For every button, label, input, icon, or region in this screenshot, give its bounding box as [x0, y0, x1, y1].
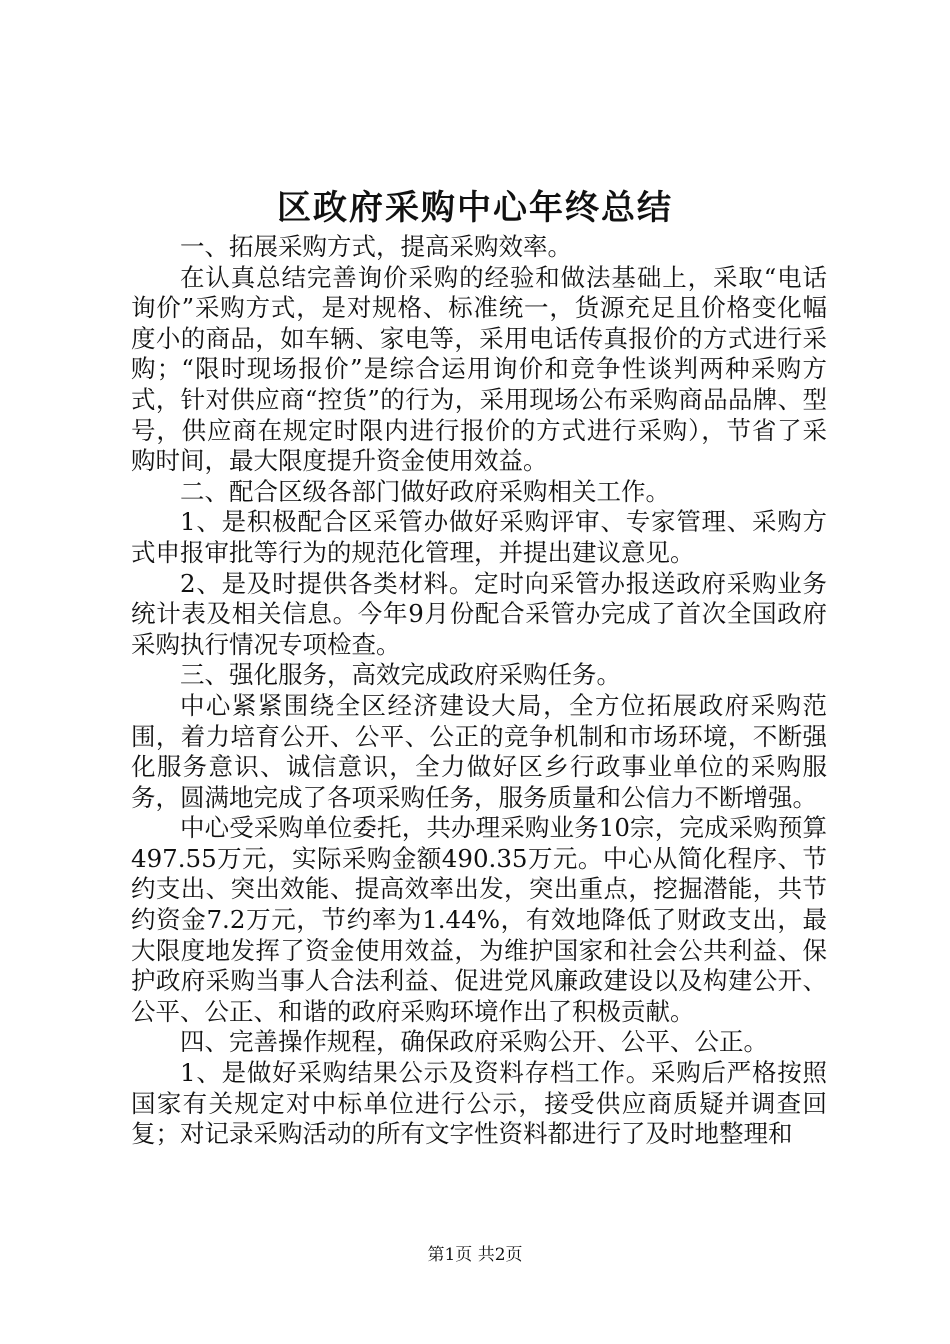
section-heading-3: 三、强化服务，高效完成政府采购任务。	[180, 660, 621, 690]
paragraph: 2、是及时提供各类材料。定时向采管办报送政府采购业务统计表及相关信息。今年9月份配合采管办完成了首次全国政府采购执行情况专项检查。	[131, 568, 827, 659]
page-footer: 第1页 共2页	[427, 1245, 523, 1265]
document-body	[131, 232, 827, 1150]
paragraph: 在认真总结完善询价采购的经验和做法基础上，采取“电话询价”采购方式，是对规格、标准统一，货源充足且价格变化幅度小的商品，如车辆、家电等，采用电话传真报价的方式进行采购；“限时现场报价”是综合运用询价和竞争性谈判两种采购方式，针对供应商“控货”的行为，采用现场公布采购商品品牌、型号，供应商在规定时限内进行报价的方式进行采购），节省了采购时间，最大限度提升资金使用效益。	[131, 262, 827, 476]
document-title: 区政府采购中心年终总结	[277, 188, 673, 228]
paragraph: 中心紧紧围绕全区经济建设大局，全方位拓展政府采购范围，着力培育公开、公平、公正的竞争机制和市场环境，不断强化服务意识、诚信意识，全力做好区乡行政事业单位的采购服务，圆满地完成了各项采购任务，服务质量和公信力不断增强。	[131, 690, 827, 812]
paragraph: 中心受采购单位委托，共办理采购业务10宗，完成采购预算497.55万元，实际采购金额490.35万元。中心从简化程序、节约支出、突出效能、提高效率出发，突出重点，挖掘潜能，共节约资金7.2万元，节约率为1.44%，有效地降低了财政支出，最大限度地发挥了资金使用效益，为维护国家和社会公共利益、保护政府采购当事人合法利益、促进党风廉政建设以及构建公开、公平、公正、和谐的政府采购环境作出了积极贡献。	[131, 813, 827, 1026]
paragraph: 1、是做好采购结果公示及资料存档工作。采购后严格按照国家有关规定对中标单位进行公示，接受供应商质疑并调查回复；对记录采购活动的所有文字性资料都进行了及时地整理和	[131, 1058, 827, 1149]
section-heading-2: 二、配合区级各部门做好政府采购相关工作。	[180, 476, 670, 506]
section-heading-1: 一、拓展采购方式，提高采购效率。	[180, 232, 572, 261]
paragraph: 1、是积极配合区采管办做好采购评审、专家管理、采购方式申报审批等行为的规范化管理，并提出建议意见。	[131, 507, 827, 567]
section-heading-4: 四、完善操作规程，确保政府采购公开、公平、公正。	[180, 1027, 768, 1057]
